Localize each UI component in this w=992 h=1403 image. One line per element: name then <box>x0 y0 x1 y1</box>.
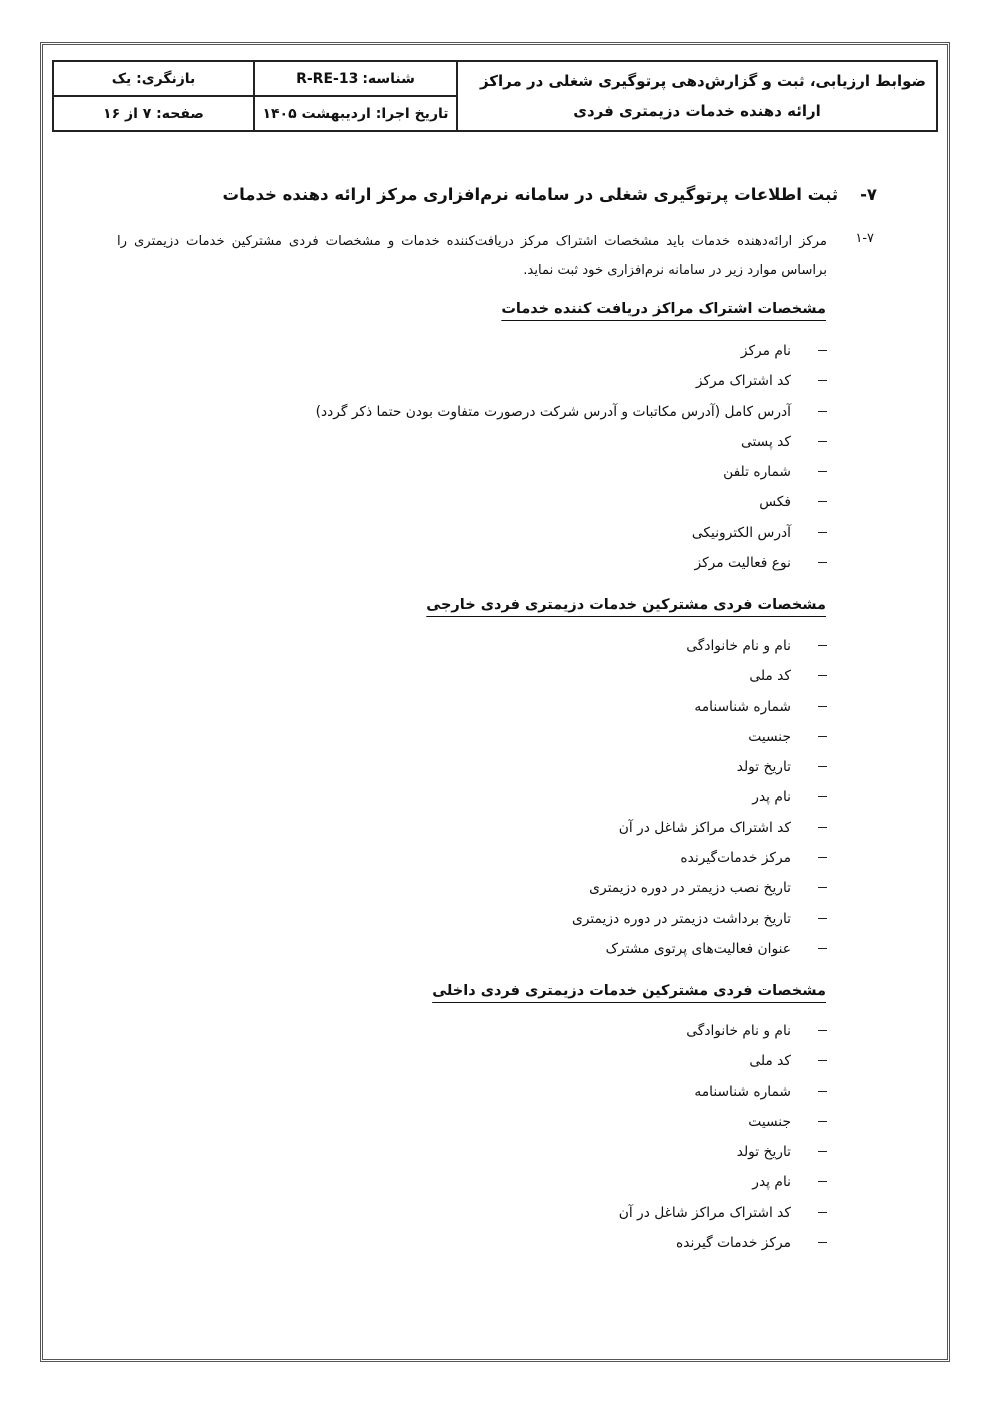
execution-date: تاریخ اجرا: اردیبهشت ۱۴۰۵ <box>255 95 456 130</box>
paragraph-number: ۱-۷ <box>855 231 874 246</box>
header-id-column <box>253 62 456 130</box>
list-item: نام پدر <box>619 1167 827 1197</box>
list-item: جنسیت <box>619 1107 827 1137</box>
group-heading-external-subscribers: مشخصات فردی مشترکین خدمات دزیمتری فردی خارجی <box>426 597 826 613</box>
list-item: عنوان فعالیت‌های پرتوی مشترک <box>572 934 827 964</box>
list-internal-subscribers <box>619 1016 827 1258</box>
title-line-1: ضوابط ارزیابی، ثبت و گزارش‌دهی پرتوگیری شغلی در مراکز <box>479 72 926 90</box>
list-item: فکس <box>316 487 827 517</box>
dash-bullet <box>818 1212 827 1213</box>
list-item: نام و نام خانوادگی <box>619 1016 827 1046</box>
page-number: صفحه: ۷ از ۱۶ <box>54 95 253 130</box>
paragraph-text: مرکز ارائه‌دهنده خدمات باید مشخصات اشتراک مرکز دریافت‌کننده خدمات و مشخصات فردی مشترکین خدمات دزیمتری را براساس موارد زیر در سامانه نرم‌افزاری خود ثبت نماید. <box>117 234 827 278</box>
revision: بازنگری: یک <box>111 70 196 87</box>
document-header <box>52 60 938 132</box>
dash-bullet <box>818 1060 827 1061</box>
dash-bullet <box>818 1030 827 1031</box>
header-revision-column <box>54 62 253 130</box>
dash-bullet <box>818 645 827 646</box>
dash-bullet <box>818 562 827 563</box>
section-heading <box>223 185 877 204</box>
list-item: نام مرکز <box>316 336 827 366</box>
list-item: نوع فعالیت مرکز <box>316 548 827 578</box>
dash-bullet <box>818 441 827 442</box>
list-item: شماره شناسنامه <box>619 1077 827 1107</box>
dash-bullet <box>818 796 827 797</box>
list-item: مرکز خدمات گیرنده <box>619 1228 827 1258</box>
document-id-value: R-RE-13 <box>296 70 359 87</box>
document-title <box>456 62 936 130</box>
list-item: نام و نام خانوادگی <box>572 631 827 661</box>
dash-bullet <box>818 1181 827 1182</box>
dash-bullet <box>818 827 827 828</box>
dash-bullet <box>818 1151 827 1152</box>
list-item: تاریخ نصب دزیمتر در دوره دزیمتری <box>572 873 827 903</box>
list-item: کد ملی <box>572 661 827 691</box>
list-item: کد پستی <box>316 427 827 457</box>
document-id <box>255 62 456 95</box>
list-item: کد اشتراک مراکز شاغل در آن <box>572 813 827 843</box>
list-item: کد اشتراک مراکز شاغل در آن <box>619 1198 827 1228</box>
list-item: تاریخ برداشت دزیمتر در دوره دزیمتری <box>572 904 827 934</box>
dash-bullet <box>818 1091 827 1092</box>
list-item: نام پدر <box>572 782 827 812</box>
dash-bullet <box>818 887 827 888</box>
section-number: ۷- <box>860 185 877 204</box>
dash-bullet <box>818 380 827 381</box>
title-line-2: ارائه دهنده خدمات دزیمتری فردی <box>573 102 821 120</box>
group-heading-center-subscription: مشخصات اشتراک مراکز دریافت کننده خدمات <box>501 301 826 317</box>
list-item: کد اشتراک مرکز <box>316 366 827 396</box>
dash-bullet <box>818 857 827 858</box>
dash-bullet <box>818 1121 827 1122</box>
dash-bullet <box>818 471 827 472</box>
list-item: کد ملی <box>619 1046 827 1076</box>
dash-bullet <box>818 766 827 767</box>
group-heading-internal-subscribers: مشخصات فردی مشترکین خدمات دزیمتری فردی داخلی <box>432 983 826 999</box>
list-item: شماره شناسنامه <box>572 692 827 722</box>
dash-bullet <box>818 501 827 502</box>
document-id-label: شناسه: <box>362 70 415 87</box>
list-item: آدرس کامل (آدرس مکاتبات و آدرس شرکت درصورت متفاوت بودن حتما ذکر گردد) <box>316 397 827 427</box>
dash-bullet <box>818 532 827 533</box>
dash-bullet <box>818 948 827 949</box>
list-external-subscribers <box>572 631 827 964</box>
list-item: آدرس الکترونیکی <box>316 518 827 548</box>
dash-bullet <box>818 675 827 676</box>
list-item: مرکز خدمات‌گیرنده <box>572 843 827 873</box>
dash-bullet <box>818 918 827 919</box>
list-item: شماره تلفن <box>316 457 827 487</box>
list-center-subscription <box>316 336 827 578</box>
list-item: جنسیت <box>572 722 827 752</box>
dash-bullet <box>818 736 827 737</box>
dash-bullet <box>818 1242 827 1243</box>
dash-bullet <box>818 350 827 351</box>
section-title: ثبت اطلاعات پرتوگیری شغلی در سامانه نرم‌افزاری مرکز ارائه دهنده خدمات <box>222 185 839 204</box>
list-item: تاریخ تولد <box>619 1137 827 1167</box>
list-item: تاریخ تولد <box>572 752 827 782</box>
dash-bullet <box>818 706 827 707</box>
dash-bullet <box>818 411 827 412</box>
